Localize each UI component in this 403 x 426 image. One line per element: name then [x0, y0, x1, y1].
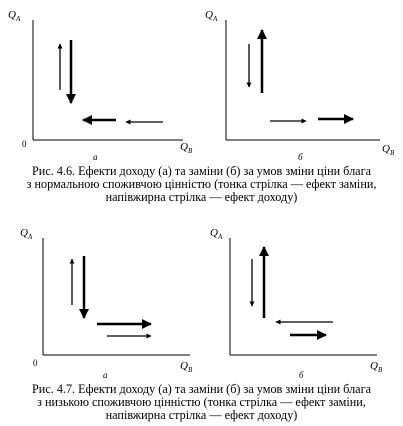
panel-label-b: б [298, 152, 303, 162]
x-axis-label: $Q_B$ [382, 143, 395, 157]
figure-4-6-caption [0, 165, 403, 204]
caption-line: з нормальною споживчою цінністю (тонка стрілка — ефект заміни, [26, 177, 377, 191]
caption-line: Рис. 4.6. Ефекти доходу (а) та заміни (б) за умов зміни ціни блага [32, 164, 371, 178]
y-axis-label: $Q_A$ [210, 227, 223, 241]
panel-label-a: а [93, 152, 98, 162]
x-axis-label: $Q_B$ [370, 360, 383, 374]
fig2-panel-b [210, 227, 383, 380]
x-axis-label: $Q_B$ [180, 360, 193, 374]
y-axis-label: $Q_A$ [205, 9, 218, 23]
fig2-panel-a [20, 227, 193, 380]
origin-label: 0 [33, 358, 38, 368]
origin-label: 0 [22, 139, 27, 149]
fig1-panel-a [8, 9, 193, 162]
y-axis-label: $Q_A$ [20, 227, 33, 241]
caption-line: з низькою споживчою цінністю (тонка стрілка — ефект заміни, [37, 395, 366, 409]
panel-label-a: а [103, 370, 108, 380]
panel-label-b: б [299, 370, 304, 380]
x-axis-label: $Q_B$ [180, 141, 193, 155]
caption-line: напівжирна стрілка — ефект доходу) [105, 190, 298, 204]
y-axis-label: $Q_A$ [8, 9, 21, 23]
caption-line: напівжирна стрілка — ефект доходу) [105, 408, 298, 422]
figure-4-7-caption [0, 383, 403, 422]
fig1-panel-b [205, 9, 395, 162]
caption-line: Рис. 4.7. Ефекти доходу (а) та заміни (б) за умов зміни ціни блага [32, 382, 371, 396]
